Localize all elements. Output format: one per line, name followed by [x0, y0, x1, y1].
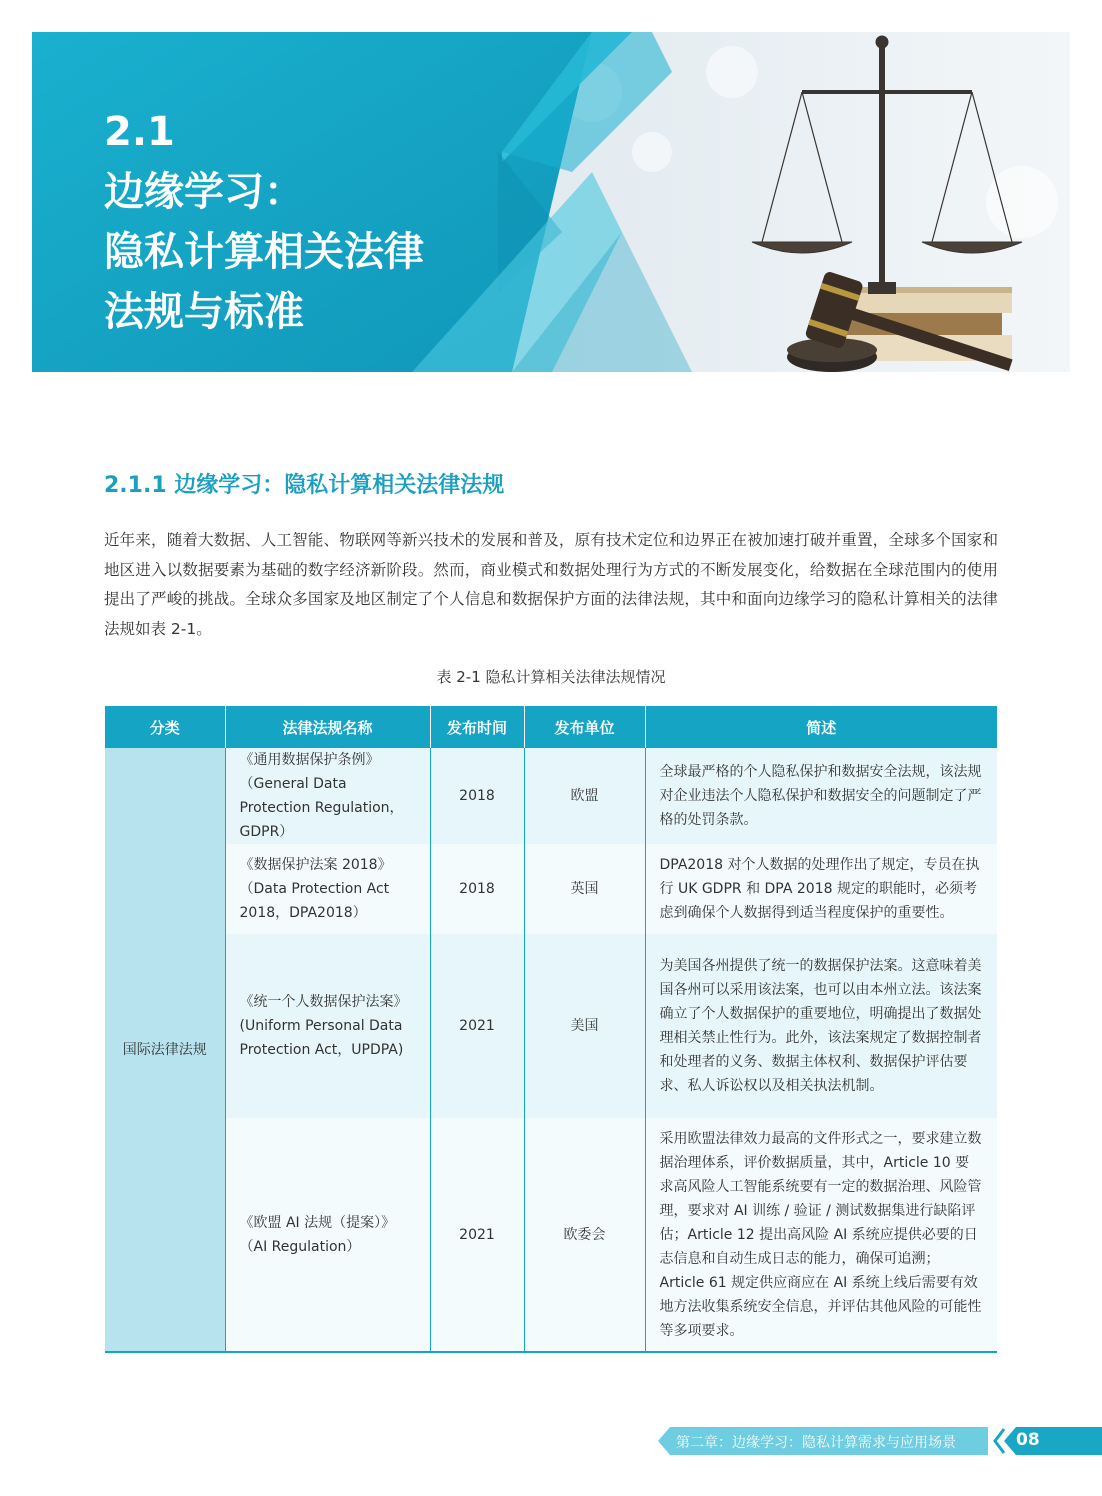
desc-cell: 全球最严格的个人隐私保护和数据安全法规，该法规对企业违法个人隐私保护和数据安全的问题制定了严格的处罚条款。	[645, 748, 997, 844]
law-name-en: （General Data Protection Regulation，GDPR）	[239, 776, 404, 840]
org-cell: 英国	[524, 844, 645, 934]
law-name-en: (Uniform Personal Data Protection Act，UPDPA)	[239, 1018, 404, 1058]
header-name: 法律法规名称	[225, 706, 430, 748]
header-desc: 简述	[645, 706, 997, 748]
law-name-cn: 《统一个人数据保护法案》	[239, 994, 408, 1010]
desc-cell: DPA2018 对个人数据的处理作出了规定，专员在执行 UK GDPR 和 DPA 2018 规定的职能时，必须考虑到确保个人数据得到适当程度保护的重要性。	[645, 844, 997, 934]
year-cell: 2021	[430, 1118, 524, 1352]
table-row	[105, 934, 997, 1118]
org-cell: 欧盟	[524, 748, 645, 844]
desc-cell: 采用欧盟法律效力最高的文件形式之一，要求建立数据治理体系，评价数据质量，其中，Article 10 要求高风险人工智能系统要有一定的数据治理、风险管理，要求对 AI 训练 / 验证 / 测试数据集进行缺陷评估；Article 12 提出高风险 AI 系统应提供必要的日志信息和自动生成日志的能力，确保可追溯；Article 61 规定供应商应在 AI 系统上线后需要有效地方法收集系统安全信息，并评估其他风险的可能性等多项要求。	[645, 1118, 997, 1352]
table-row	[105, 748, 997, 844]
law-name-cell	[225, 1118, 430, 1352]
chapter-banner	[32, 32, 1070, 372]
chapter-number: 2.1	[104, 109, 175, 155]
law-name-cell	[225, 844, 430, 934]
table-header-row	[105, 706, 997, 748]
section-heading: 2.1.1 边缘学习：隐私计算相关法律法规	[104, 473, 505, 498]
org-cell: 美国	[524, 934, 645, 1118]
category-cell: 国际法律法规	[105, 748, 225, 1352]
law-name-cell	[225, 748, 430, 844]
law-name-en: （AI Regulation）	[239, 1238, 361, 1255]
year-cell: 2018	[430, 844, 524, 934]
law-name-cell	[225, 934, 430, 1118]
header-org: 发布单位	[524, 706, 645, 748]
year-cell: 2018	[430, 748, 524, 844]
desc-cell: 为美国各州提供了统一的数据保护法案。这意味着美国各州可以采用该法案，也可以由本州立法。该法案确立了个人数据保护的重要地位，明确提出了数据处理相关禁止性行为。此外，该法案规定了数据控制者和处理者的义务、数据主体权利、数据保护评估要求、私人诉讼权以及相关执法机制。	[645, 934, 997, 1118]
table-row	[105, 844, 997, 934]
table-row	[105, 1118, 997, 1352]
law-name-cn: 《通用数据保护条例》	[239, 752, 380, 768]
chapter-title-line1: 边缘学习：	[104, 169, 304, 215]
law-name-cn: 《欧盟 AI 法规（提案）》	[239, 1214, 396, 1231]
banner-title	[104, 102, 424, 342]
chapter-title-line3: 法规与标准	[104, 289, 304, 335]
table-caption: 表 2-1 隐私计算相关法律法规情况	[436, 668, 666, 686]
org-cell: 欧委会	[524, 1118, 645, 1352]
footer-chapter: 第二章：边缘学习：隐私计算需求与应用场景	[676, 1435, 956, 1451]
chapter-title-line2: 隐私计算相关法律	[104, 229, 424, 275]
intro-paragraph: 近年来，随着大数据、人工智能、物联网等新兴技术的发展和普及，原有技术定位和边界正在被加速打破并重置，全球多个国家和地区进入以数据要素为基础的数字经济新阶段。然而，商业模式和数据处理行为方式的不断发展变化，给数据在全球范围内的使用提出了严峻的挑战。全球众多国家及地区制定了个人信息和数据保护方面的法律法规，其中和面向边缘学习的隐私计算相关的法律法规如表 2-1。	[104, 531, 998, 638]
header-category: 分类	[105, 706, 225, 748]
law-name-cn: 《数据保护法案 2018》	[239, 857, 392, 873]
page-number: 08	[1016, 1430, 1040, 1450]
laws-table	[105, 706, 997, 1353]
header-year: 发布时间	[430, 706, 524, 748]
law-name-en: （Data Protection Act 2018，DPA2018）	[239, 881, 390, 921]
year-cell: 2021	[430, 934, 524, 1118]
